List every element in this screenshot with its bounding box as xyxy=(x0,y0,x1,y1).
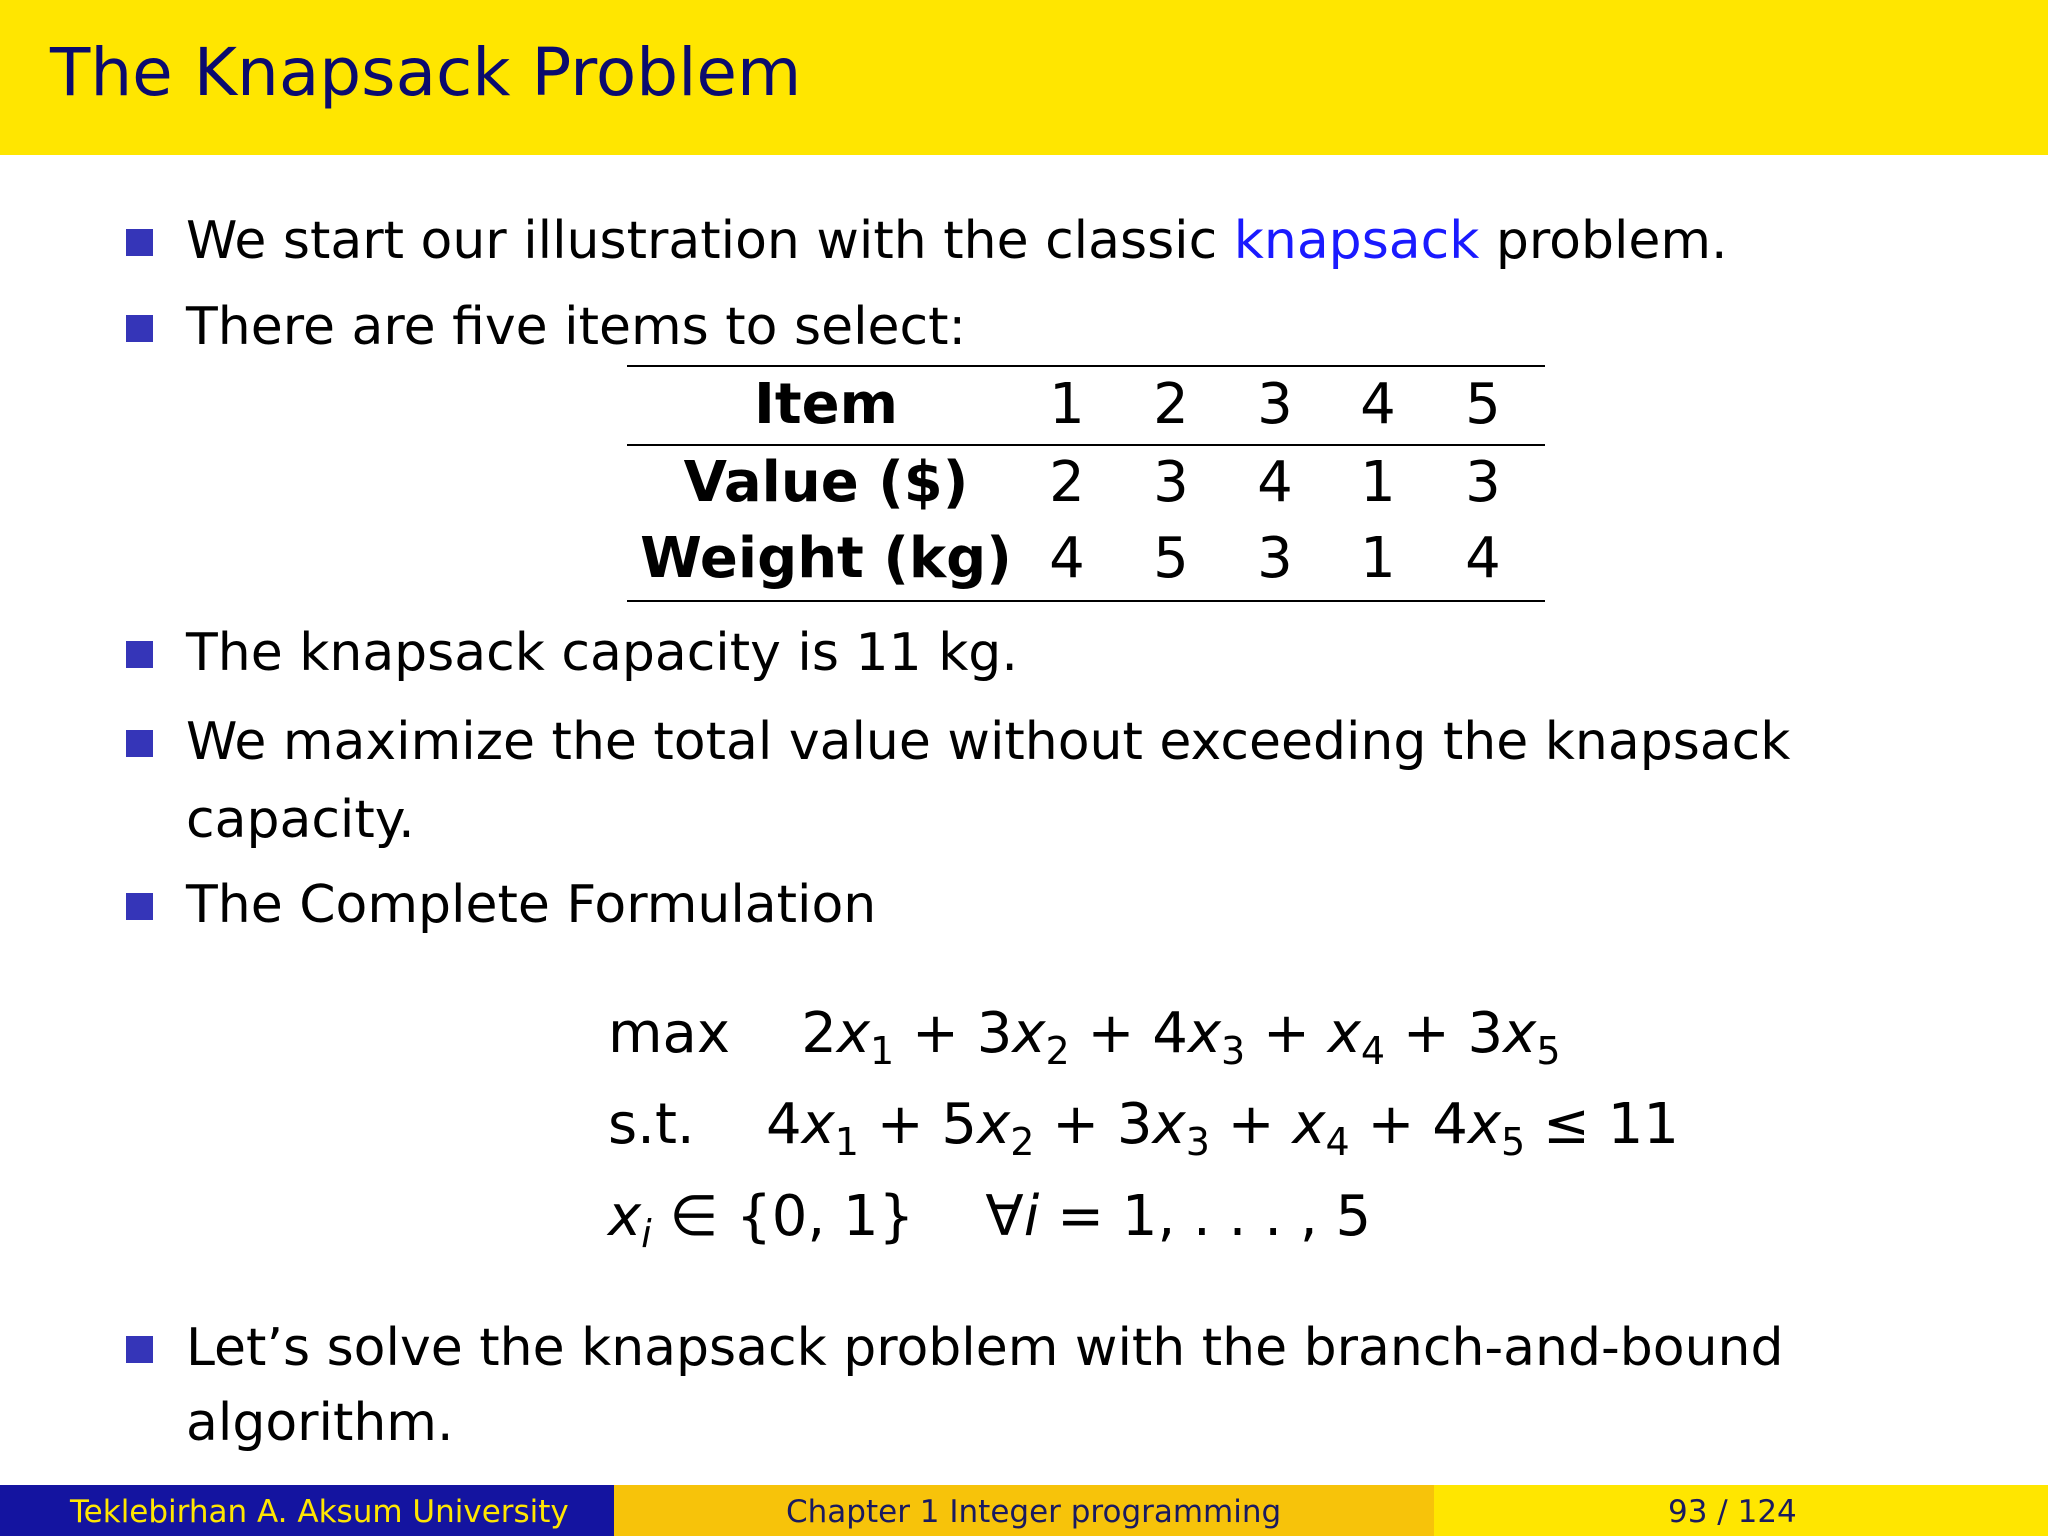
constraint-line: s.t. $4x_1 + 5x_2 + 3x_3 + x_4 + 4x_5 \le 11$ xyxy=(608,1092,1680,1164)
table-header-cell: 5 xyxy=(1465,372,1501,437)
bullet-text: There are five items to select: xyxy=(186,297,966,357)
footer-bar xyxy=(0,1485,2048,1536)
footer-author: Teklebirhan A. Aksum University xyxy=(70,1494,569,1530)
table-cell: 1 xyxy=(1360,526,1396,591)
footer-page-section xyxy=(1434,1485,2048,1536)
table-cell: 3 xyxy=(1465,450,1501,515)
capacity-value: 11 xyxy=(1607,1092,1680,1157)
footer-chapter-section xyxy=(614,1485,1434,1536)
table-cell: 2 xyxy=(1049,450,1085,515)
bullet-text: The knapsack capacity is 11 kg. xyxy=(186,623,1018,683)
table-header-cell: 2 xyxy=(1153,372,1189,437)
table-header-item: Item xyxy=(754,372,898,437)
table-header-cell: 4 xyxy=(1360,372,1396,437)
index-range: 1, . . . , 5 xyxy=(1121,1184,1372,1249)
bullet-text-line1: Let’s solve the knapsack problem with the branch-and-bound xyxy=(186,1318,1784,1378)
table-cell: 5 xyxy=(1153,526,1189,591)
table-header-cell: 1 xyxy=(1049,372,1085,437)
footer-chapter: Chapter 1 Integer programming xyxy=(786,1494,1282,1530)
table-mid-rule xyxy=(627,444,1545,446)
bullet-text-line2: capacity. xyxy=(186,790,415,850)
bullet-marker xyxy=(126,730,153,757)
table-row-label-value: Value ($) xyxy=(683,450,969,515)
binary-domain: {0, 1} xyxy=(736,1184,915,1249)
table-cell: 4 xyxy=(1465,526,1501,591)
objective-line: max $2x_1 + 3x_2 + 4x_3 + x_4 + 3x_5$ xyxy=(608,1001,1561,1073)
keyword-knapsack: knapsack xyxy=(1233,211,1480,271)
table-cell: 1 xyxy=(1360,450,1396,515)
table-cell: 4 xyxy=(1257,450,1293,515)
constraint-label: s.t. xyxy=(608,1092,695,1157)
bullet-marker xyxy=(126,229,153,256)
table-cell: 3 xyxy=(1153,450,1189,515)
footer-author-section xyxy=(0,1485,614,1536)
objective-label: max xyxy=(608,1001,731,1066)
slide-title: The Knapsack Problem xyxy=(50,34,802,111)
title-bar xyxy=(0,0,2048,155)
domain-line: $x_i$ ∈ {0, 1} ∀i = 1, . . . , 5 xyxy=(608,1184,1372,1256)
bullet-text-line1: We maximize the total value without exceeding the knapsack xyxy=(186,712,1791,772)
items-table xyxy=(627,365,1545,602)
bullet-text: The Complete Formulation xyxy=(186,875,877,935)
table-bottom-rule xyxy=(627,600,1545,602)
footer-page-number: 93 / 124 xyxy=(1668,1494,1797,1530)
bullet-text-part: problem. xyxy=(1479,211,1728,271)
table-row-label-weight: Weight (kg) xyxy=(640,526,1012,591)
bullet-marker xyxy=(126,1336,153,1363)
table-top-rule xyxy=(627,365,1545,367)
bullet-marker xyxy=(126,893,153,920)
table-header-cell: 3 xyxy=(1257,372,1293,437)
bullet-text-line2: algorithm. xyxy=(186,1393,454,1453)
bullet-marker xyxy=(126,315,153,342)
bullet-text-part: We start our illustration with the classic xyxy=(186,211,1234,271)
table-cell: 3 xyxy=(1257,526,1293,591)
bullet-marker xyxy=(126,641,153,668)
bullet-text xyxy=(186,202,1728,280)
table-cell: 4 xyxy=(1049,526,1085,591)
